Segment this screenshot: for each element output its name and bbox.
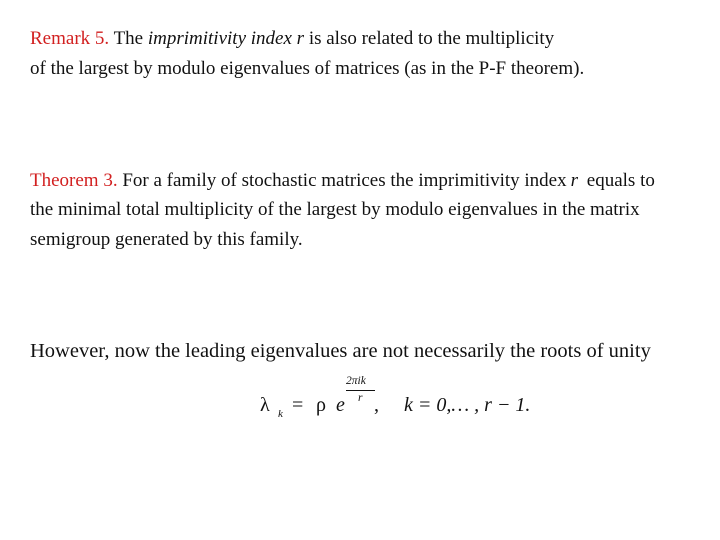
theorem-line-2: the minimal total multiplicity of the largest by modulo eigenvalues in the matrix — [30, 199, 640, 220]
remark-italic-term: imprimitivity index r — [147, 28, 305, 49]
formula-lambda: λ — [260, 394, 270, 416]
formula-range: k = 0,… , r − 1. — [404, 394, 531, 416]
theorem-line-1 — [30, 171, 655, 190]
formula-fraction-bar — [346, 390, 375, 391]
theorem-text-b: equals to — [582, 170, 655, 191]
formula-exponent-numerator: 2πik — [346, 375, 366, 387]
remark-text-b: is also related to the multiplicity — [304, 28, 555, 49]
formula-subscript-k: k — [278, 408, 283, 420]
formula-equals: = — [292, 394, 304, 416]
eigenvalue-formula — [258, 372, 548, 422]
formula-comma: , — [374, 394, 379, 416]
remark-line-2: of the largest by modulo eigenvalues of matrices (as in the P-F theorem). — [30, 58, 585, 79]
remark-line-1 — [30, 29, 554, 48]
formula-rho: ρ — [316, 394, 326, 416]
theorem-variable-r: r — [570, 170, 579, 191]
formula-e: e — [336, 394, 345, 416]
theorem-line-3: semigroup generated by this family. — [30, 229, 303, 250]
formula-exponent-denominator: r — [358, 392, 363, 404]
statement-line: However, now the leading eigenvalues are not necessarily the roots of unity — [30, 340, 651, 362]
remark-text-a: The — [109, 28, 148, 49]
theorem-text-a: For a family of stochastic matrices the imprimitivity index — [117, 170, 567, 191]
remark-heading: Remark 5. — [30, 28, 110, 49]
theorem-heading: Theorem 3. — [30, 170, 118, 191]
